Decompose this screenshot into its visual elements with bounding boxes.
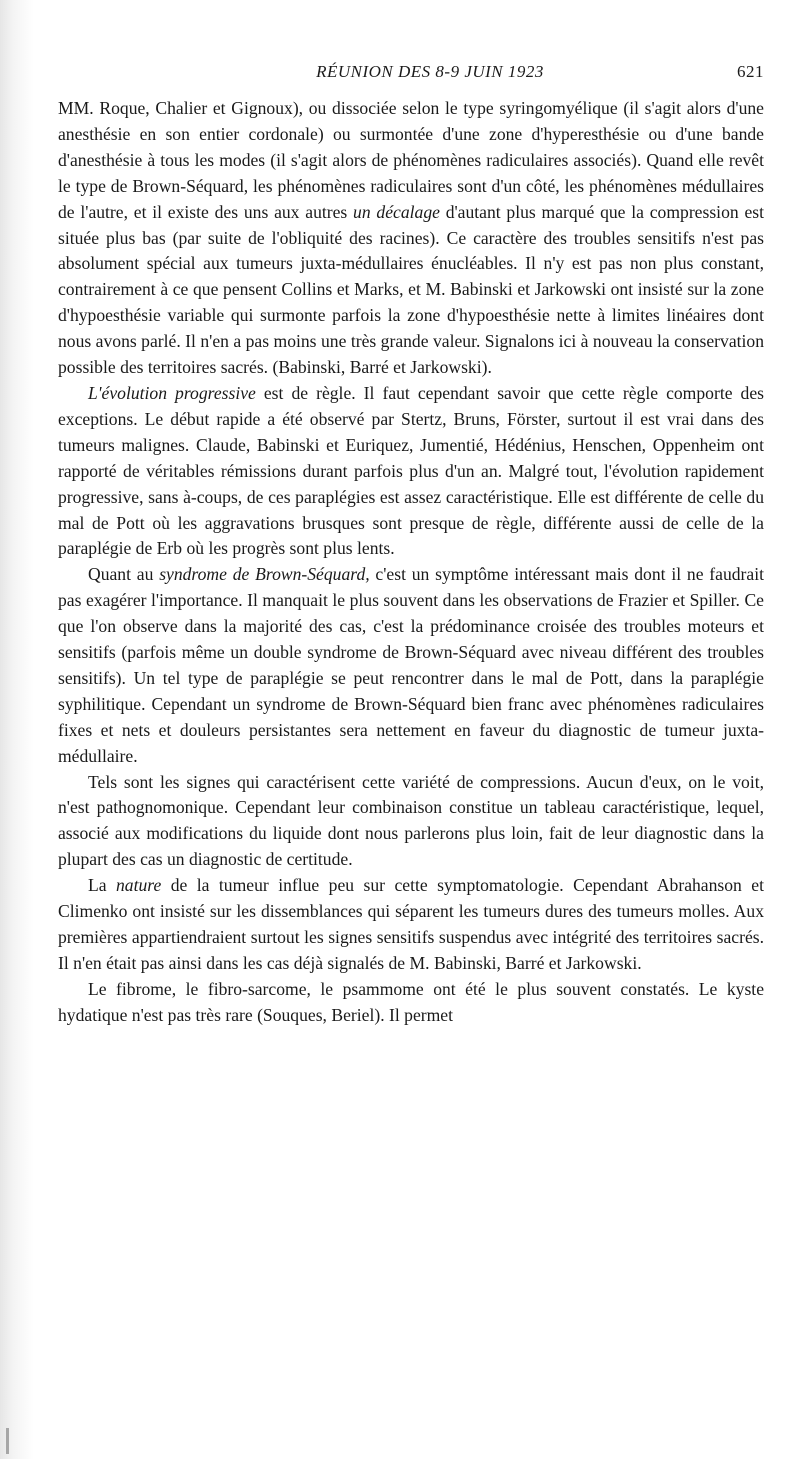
paragraph-text: c'est un symptôme intéressant mais dont il ne faudrait pas exagérer l'importance. Il manquait le plus souvent dans les observations de Frazier et Spiller. Ce que l'on observe dans la majorité des cas, c'est la prédominance croisée des troubles moteurs et sensitifs (parfois même un double syndrome de Brown-Séquard avec niveau différent des troubles sensitifs). Un tel type de paraplégie se peut rencontrer dans le mal de Pott, dans la paraplégie syphilitique. Cependant un syndrome de Brown-Séquard bien franc avec phénomènes radiculaires fixes et nets et douleurs persistantes sera nettement en faveur du diagnostic de tumeur juxta-médullaire. [58,564,764,766]
paragraph-text: d'autant plus marqué que la compression est située plus bas (par suite de l'obliquité des racines). Ce caractère des troubles sensitifs n'est pas absolument spécial aux tumeurs juxta-médullaires énucléables. Il n'y est pas non plus constant, contrairement à ce que pensent Collins et Marks, et M. Babinski et Jarkowski ont insisté sur la zone d'hypoesthésie variable qui surmonte parfois la zone d'hypoesthésie nette à limites linéaires dont nous avons parlé. Il n'en a pas moins une très grande valeur. Signalons ici à nouveau la conservation possible des territoires sacrés. (Babinski, Barré et Jarkowski). [58,201,764,378]
paragraph [58,873,764,977]
emphasis-text: syndrome de Brown-Séquard, [159,564,370,585]
paragraph-text: La [88,875,116,896]
paragraph-text: de la tumeur influe peu sur cette symptomatologie. Cependant Abrahanson et Climenko ont insisté sur les dissemblances qui séparent les tumeurs dures des tumeurs molles. Aux premières appartiendraient surtout les signes sensitifs suspendus avec intégrité des territoires sacrés. Il n'en était pas ainsi dans les cas déjà signalés de M. Babinski, Barré et Jarkowski. [58,875,764,973]
binding-gutter-shadow [0,0,34,1459]
emphasis-text: un décalage [353,201,440,222]
paragraph-text: MM. Roque, Chalier et Gignoux), ou dissociée selon le type syringomyélique (il s'agit alors d'une anesthésie en son entier cordonale) ou surmontée d'une zone d'hyperesthésie ou d'une bande d'anesthésie à tous les modes (il s'agit alors de phénomènes radiculaires associés). Quand elle revêt le type de Brown-Séquard, les phénomènes radiculaires sont d'un côté, les phénomènes médullaires de l'autre, et il existe des uns aux autres [58,98,764,222]
paragraph-text: Quant au [88,564,160,585]
page-header [60,62,764,84]
paragraph [58,96,764,381]
paragraph [58,770,764,874]
body-text [58,96,764,1029]
page-number: 621 [737,62,764,81]
paragraph [58,977,764,1029]
emphasis-text: nature [116,875,162,896]
paragraph-text: Tels sont les signes qui caractérisent cette variété de compressions. Aucun d'eux, on le voit, n'est pathognomonique. Cependant leur combinaison constitue un tableau caractéristique, lequel, associé aux modifications du liquide dont nous parlerons plus loin, fait de leur diagnostic dans la plupart des cas un diagnostic de certitude. [58,771,764,870]
paragraph-text: Le fibrome, le fibro-sarcome, le psammome ont été le plus souvent constatés. Le kyste hydatique n'est pas très rare (Souques, Beriel). Il permet [58,978,764,1025]
scan-artifact-mark [6,1428,9,1454]
paragraph-text: est de règle. Il faut cependant savoir que cette règle comporte des exceptions. Le début rapide a été observé par Stertz, Bruns, Förster, surtout il est vrai dans des tumeurs malignes. Claude, Babinski et Euriquez, Jumentié, Hédénius, Henschen, Oppenheim ont rapporté de véritables rémissions durant parfois plus d'un an. Malgré tout, l'évolution rapidement progressive, sans à-coups, de ces paraplégies est assez caractéristique. Elle est différente de celle du mal de Pott où les aggravations brusques sont presque de règle, différente aussi de celle de la paraplégie de Erb où les progrès sont plus lents. [58,382,765,559]
emphasis-text: L'évolution progressive [88,382,256,403]
paragraph [58,381,764,562]
paragraph [58,562,764,769]
running-title: RÉUNION DES 8-9 JUIN 1923 [316,62,544,81]
